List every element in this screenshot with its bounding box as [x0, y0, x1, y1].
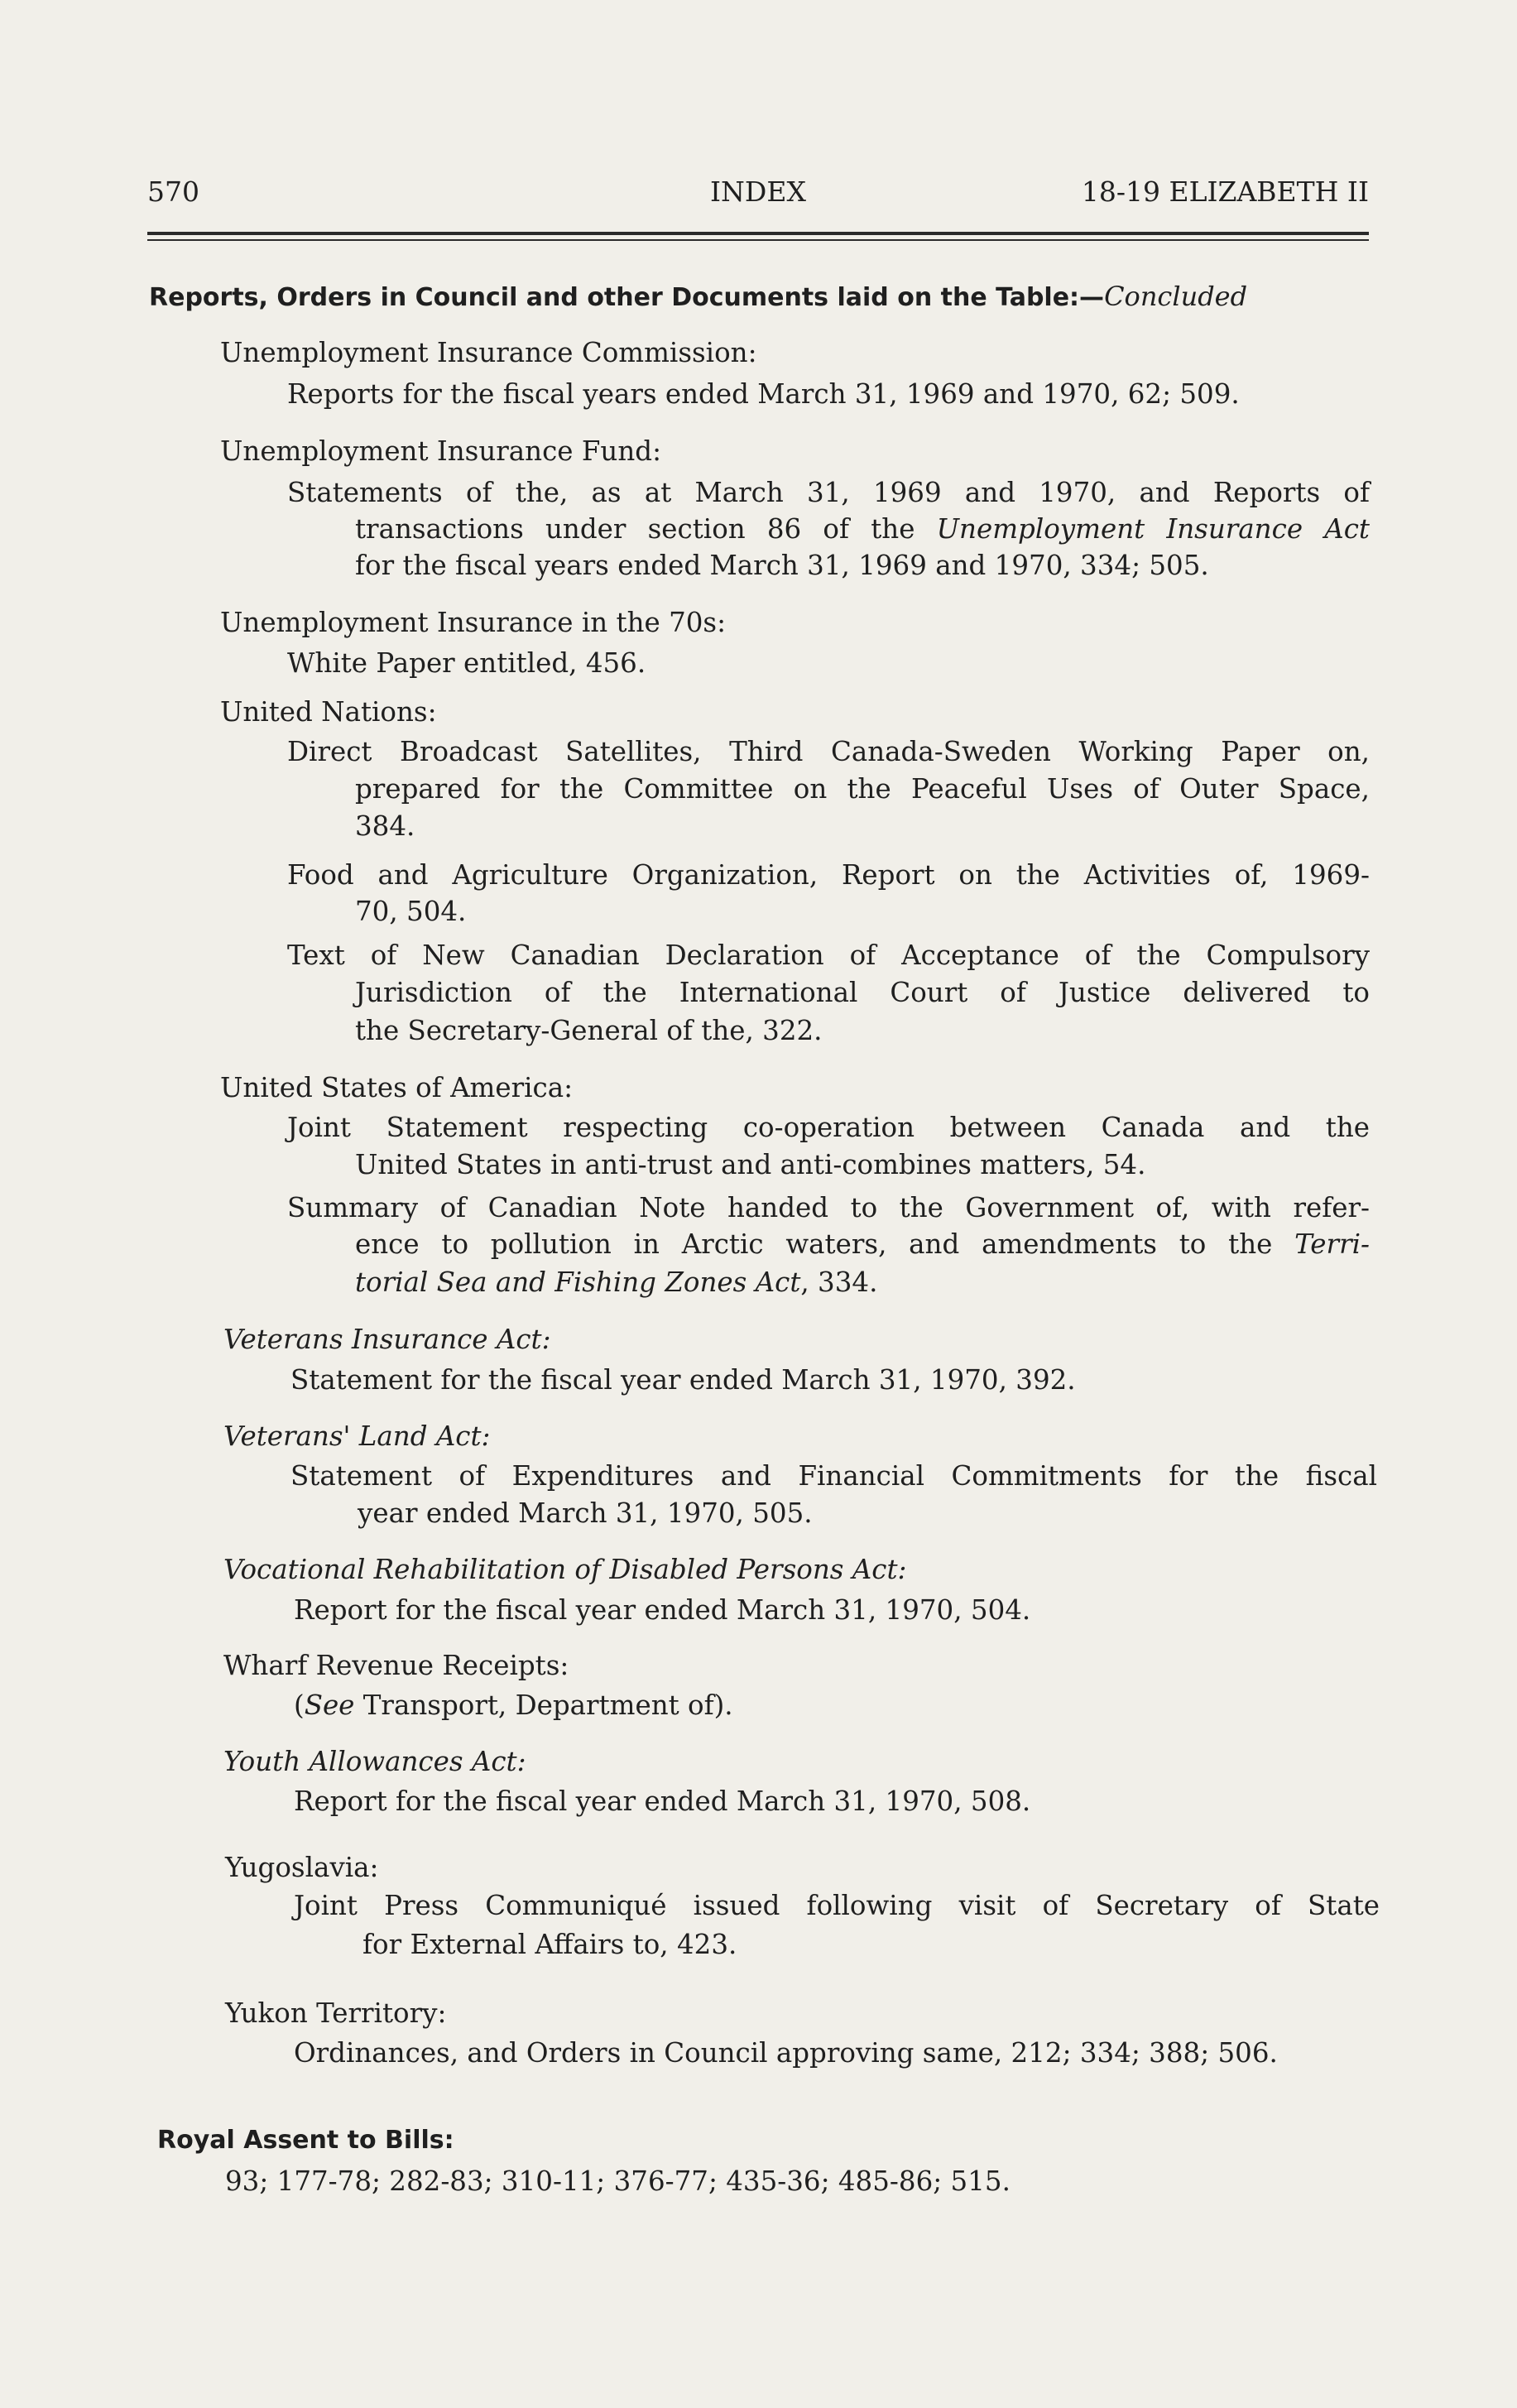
entry-text — [355, 1264, 877, 1300]
entry-text-part: ence to pollution in Arctic waters, and amendments to the — [355, 1228, 1295, 1260]
entry-text: Statement for the fiscal year ended March 31, 1970, 392. — [290, 1364, 1076, 1396]
entry-text: 93; 177-78; 282-83; 310-11; 376-77; 435-36; 485-86; 515. — [225, 2165, 1011, 2197]
section-heading-continued: Concluded — [1104, 281, 1248, 312]
entry-title: Yukon Territory: — [225, 1997, 447, 2029]
page-header — [147, 175, 1369, 225]
entry-title: Unemployment Insurance Commission: — [220, 337, 757, 368]
page-number: 570 — [147, 175, 199, 208]
page-title: INDEX — [710, 175, 806, 208]
entry-title: Youth Allowances Act: — [223, 1746, 526, 1777]
section-heading-royal-assent: Royal Assent to Bills: — [157, 2126, 454, 2155]
entry-title: Yugoslavia: — [225, 1852, 379, 1883]
entry-title: Veterans' Land Act: — [223, 1420, 491, 1452]
entry-text: Jurisdiction of the International Court of Justice delivered to — [355, 977, 1370, 1008]
entry-title: Unemployment Insurance Fund: — [220, 435, 662, 467]
entry-text — [355, 511, 1370, 547]
header-rule-thick — [147, 232, 1369, 235]
section-heading-reports — [149, 278, 1247, 316]
entry-text-part: transactions under section 86 of the — [355, 513, 937, 545]
entry-text: Statement of Expenditures and Financial Commitments for the fiscal — [290, 1460, 1377, 1492]
entry-text: Joint Statement respecting co-operation between Canada and the — [287, 1112, 1370, 1143]
entry-title: Vocational Rehabilitation of Disabled Persons Act: — [223, 1554, 907, 1585]
entry-title: Unemployment Insurance in the 70s: — [220, 607, 727, 638]
entry-text-part: , 334. — [800, 1266, 878, 1298]
entry-text: 70, 504. — [355, 896, 467, 927]
entry-text: Report for the fiscal year ended March 31, 1970, 504. — [294, 1594, 1031, 1626]
entry-text: the Secretary-General of the, 322. — [355, 1015, 823, 1046]
entry-text: White Paper entitled, 456. — [287, 647, 646, 679]
entry-text: United States in anti-trust and anti-combines matters, 54. — [355, 1149, 1146, 1180]
entry-text — [294, 1687, 733, 1723]
entry-text: year ended March 31, 1970, 505. — [358, 1497, 813, 1529]
act-title: torial Sea and Fishing Zones Act — [355, 1266, 801, 1298]
entry-text: Text of New Canadian Declaration of Acceptance of the Compulsory — [287, 940, 1370, 971]
entry-text: 384. — [355, 810, 415, 842]
entry-text: Summary of Canadian Note handed to the Government of, with refer- — [287, 1192, 1370, 1223]
regnal-year: 18-19 ELIZABETH II — [1081, 175, 1369, 208]
entry-title: United Nations: — [220, 696, 437, 728]
entry-title: United States of America: — [220, 1072, 574, 1103]
entry-text-part: ( — [294, 1689, 305, 1721]
section-heading-text: Reports, Orders in Council and other Documents laid on the Table:— — [149, 283, 1105, 312]
entry-text: for External Affairs to, 423. — [362, 1929, 737, 1960]
entry-text: Reports for the fiscal years ended March 31, 1969 and 1970, 62; 509. — [287, 378, 1240, 410]
entry-title: Veterans Insurance Act: — [223, 1324, 551, 1355]
header-rule-thin — [147, 239, 1369, 241]
entry-text: Direct Broadcast Satellites, Third Canada-Sweden Working Paper on, — [287, 736, 1370, 767]
entry-text-part: Transport, Department of). — [354, 1689, 733, 1721]
act-title: Terri- — [1294, 1228, 1370, 1260]
entry-text: for the fiscal years ended March 31, 1969 and 1970, 334; 505. — [355, 550, 1209, 581]
entry-text: Joint Press Communiqué issued following visit of Secretary of State — [294, 1890, 1380, 1921]
act-title: Unemployment Insurance Act — [936, 513, 1370, 545]
entry-text — [355, 1226, 1370, 1262]
entry-text: Statements of the, as at March 31, 1969 and 1970, and Reports of — [287, 477, 1370, 508]
entry-text: Food and Agriculture Organization, Report on the Activities of, 1969- — [287, 859, 1370, 891]
entry-text: Ordinances, and Orders in Council approving same, 212; 334; 388; 506. — [294, 2037, 1278, 2069]
entry-text: Report for the fiscal year ended March 31, 1970, 508. — [294, 1786, 1031, 1817]
entry-title: Wharf Revenue Receipts: — [223, 1650, 569, 1681]
entry-text: prepared for the Committee on the Peaceful Uses of Outer Space, — [355, 773, 1370, 805]
cross-reference: See — [304, 1689, 355, 1721]
